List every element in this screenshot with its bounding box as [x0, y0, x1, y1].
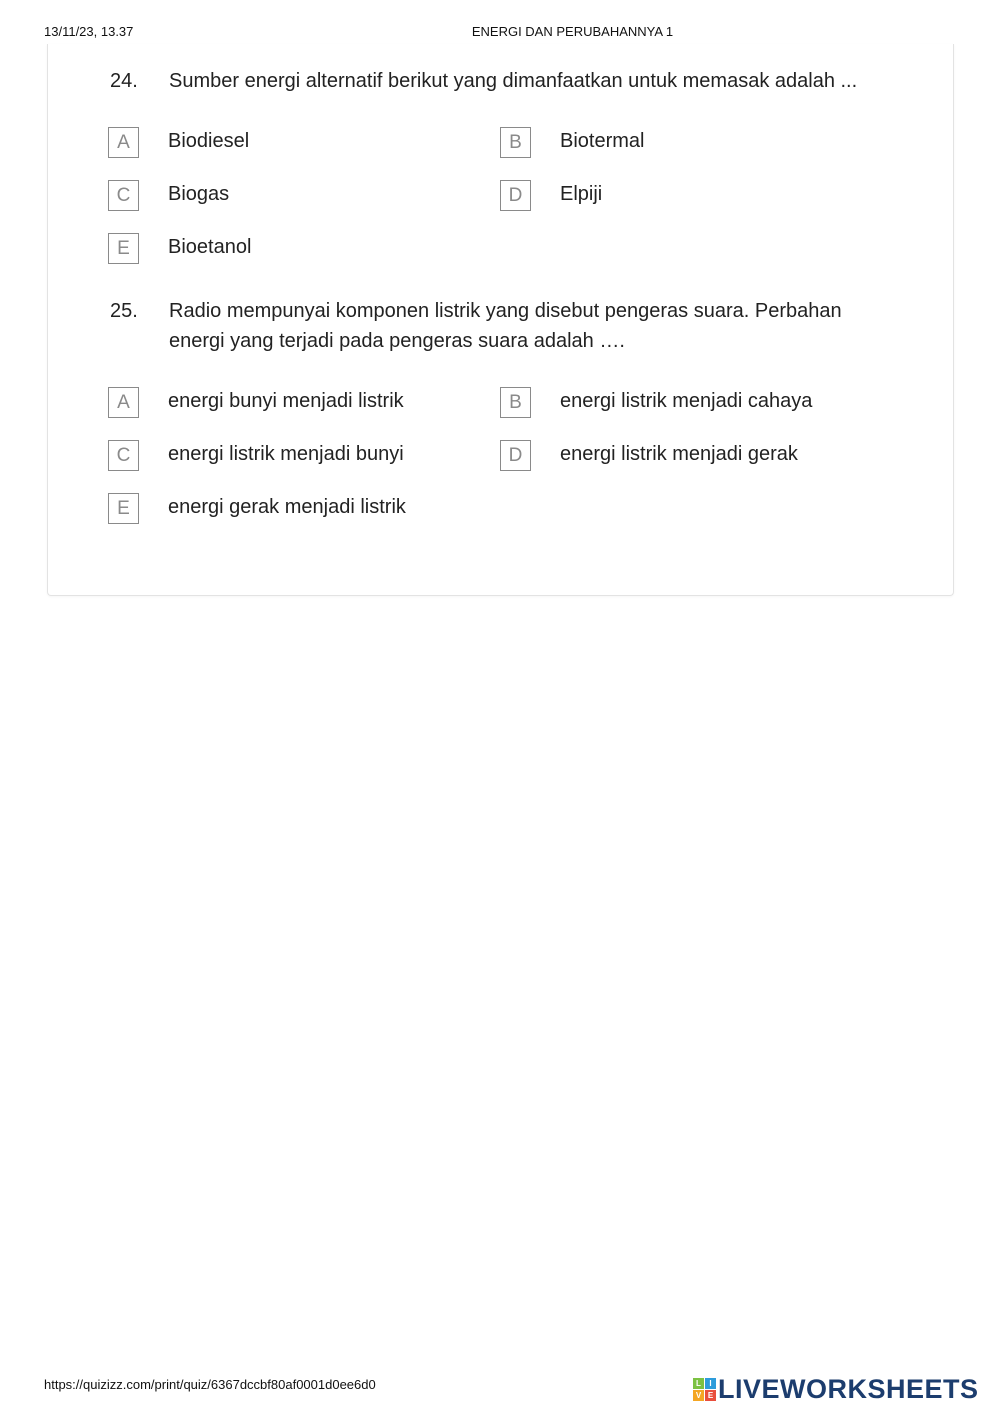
logo-tile-e: E — [705, 1390, 716, 1401]
option-text: Bioetanol — [168, 236, 252, 258]
option-letter-box: E — [108, 233, 139, 264]
liveworksheets-logo-icon — [693, 1378, 717, 1402]
option-letter-box: D — [500, 180, 531, 211]
question-number: 25. — [110, 300, 138, 322]
option-text: energi bunyi menjadi listrik — [168, 390, 404, 412]
option-text: Elpiji — [560, 183, 603, 205]
option-text: Biogas — [168, 183, 230, 205]
option-letter-box: D — [500, 440, 531, 471]
option-text: Biodiesel — [168, 130, 250, 152]
option-text: Biotermal — [560, 130, 645, 152]
logo-tile-v: V — [693, 1390, 704, 1401]
question-text: Sumber energi alternatif berikut yang dimanfaatkan untuk memasak adalah ... — [169, 70, 858, 92]
option-text: energi listrik menjadi cahaya — [560, 390, 813, 412]
question-text: Radio mempunyai komponen listrik yang disebut pengeras suara. Perbahan energi yang terjadi pada pengeras suara adalah …. — [169, 300, 842, 352]
option-text: energi listrik menjadi bunyi — [168, 443, 404, 465]
option-text: energi gerak menjadi listrik — [168, 496, 406, 518]
option-letter-box: E — [108, 493, 139, 524]
logo-tile-l: L — [693, 1378, 704, 1389]
question-number: 24. — [110, 70, 138, 92]
document-title: ENERGI DAN PERUBAHANNYA 1 — [471, 24, 674, 39]
print-datetime: 13/11/23, 13.37 — [44, 24, 134, 39]
option-text: energi listrik menjadi gerak — [560, 443, 798, 465]
option-letter-box: B — [500, 387, 531, 418]
option-letter-box: A — [108, 127, 139, 158]
option-letter-box: C — [108, 180, 139, 211]
option-letter-box: A — [108, 387, 139, 418]
option-letter-box: C — [108, 440, 139, 471]
page-url: https://quizizz.com/print/quiz/6367dccbf80af0001d0ee6d0 — [44, 1377, 376, 1392]
liveworksheets-logo-text: LIVEWORKSHEETS — [718, 1374, 979, 1404]
option-letter-box: B — [500, 127, 531, 158]
logo-tile-i: I — [705, 1378, 716, 1389]
